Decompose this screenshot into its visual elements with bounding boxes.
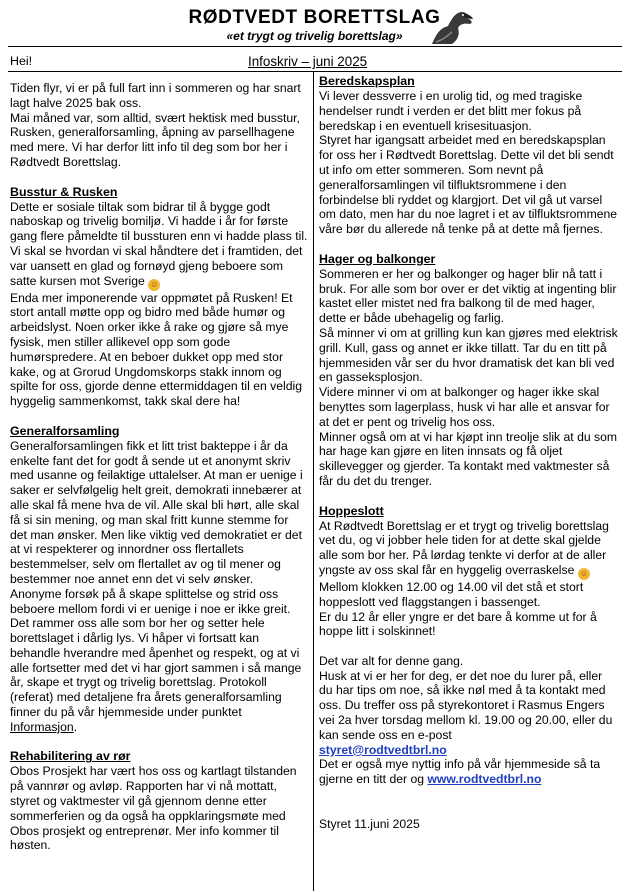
closing-email [319,743,619,758]
hoppeslott-paragraph: Mellom klokken 12.00 og 14.00 vil det stå et stort hoppeslott ved flaggstangen i bassenget. [319,579,584,609]
hoppeslott-paragraph: Er du 12 år eller yngre er det bare å komme ut for å hoppe litt i solskinnet! [319,609,597,639]
signature: Styret 11.juni 2025 [319,816,420,831]
section-heading-rehabilitering: Rehabilitering av rør [10,749,131,764]
hoppeslott-paragraph: At Rødtvedt Borettslag er et trygt og trivelig borettslag vet du, og vi jobber hele tiden for at dette skal gjelde alle som bor her. På lørdag tenkte vi derfor at de aller yngste av oss skal får en hyggelig overraskelse ☺ [319,518,609,578]
greeting: Hei! [10,54,33,68]
closing-paragraph: Husk at vi er her for deg, er det noe du lurer på, eller du har tips om noe, så ikke nøl med å ta kontakt med oss. Du treffer oss på styrekontoret i Rasmus Engers vei 2a hver torsdag mellom kl. 19.00 og 20.00, eller du kan sende oss en e-post [319,668,613,742]
general-paragraph: Anonyme forsøk på å skape splittelse og strid oss beboere mellom fordi vi er uenige i noe er ikke greit. Det rammer oss alle som bor her og setter hele borettslaget i dårlig lys. Vi håper vi fortsatt kan behandle hverandre med åpenhet og respekt, og at vi alle fortsetter med det vi har gjort sammen i så mange år, skape et trygt og trivelig borettslag. Protokoll (referat) med detaljene fra årets generalforsamling finner du på vår hjemmeside under punktet Informasjon. [10,586,302,734]
closing-paragraph: Det var alt for denne gang. [319,653,464,668]
org-name: RØDTVEDT BORETTSLAG [188,7,441,28]
intro-paragraph: Mai måned var, som alltid, svært hektisk med busstur, Rusken, generalforsamling, åpning av parsellhagene med mere. Vi har derfor litt info til deg som bor her i Rødtvedt Borettslag. [10,110,300,169]
rehab-paragraph: Obos Prosjekt har vært hos oss og kartlagt tilstanden på vannrør og avløp. Rapporten har vi nå mottatt, styret og vaktmester vil gå gjennom denne etter sommerferien og da også ha oppklaringsmøte med Obos prosjekt og entreprenør. Mer info kommer til høsten. [10,764,297,853]
website-link[interactable]: www.rodtvedtbrl.no [427,772,542,787]
intro-paragraph: Tiden flyr, vi er på full fart inn i sommeren og har snart lagt halve 2025 bak oss. [10,81,301,110]
left-column [10,81,308,853]
smiley-icon: ☺ [579,568,588,578]
beredskap-paragraph: Vi lever dessverre i en urolig tid, og med tragiske hendelser rundt i verden er det blitt mer fokus på beredskap i en eventuell krisesituasjon. [319,89,583,133]
section-heading-hager: Hager og balkonger [319,251,436,266]
informasjon-link[interactable]: Informasjon [10,719,74,734]
section-heading-generalforsamling: Generalforsamling [10,423,120,438]
general-paragraph: Generalforsamlingen fikk et litt trist bakteppe i år da enkelte fant det for godt å sende ut et anonymt skriv med usanne og feilaktige uttalelser. At man er uenige i saker er selvfølgelig helt greit, demokrati innebærer at alle skal få mene hva de vil. Alle skal bli hørt, alle skal få si sin mening, og man skal fritt kunne stemme for det man ønsker. Men like viktig ved demokratiet er det at vi respekterer og innordner oss flertallets bestemmelser, selv om flertallet av og til mener og bestemmer noe annet enn det vi selv ønsker. [10,438,303,586]
beredskap-paragraph: Styret har igangsatt arbeidet med en beredskapsplan for oss her i Rødtvedt Borettslag. Dette vil det bli sendt ut info om etter sommeren. Som nevnt på generalforsamlingen vil tilfluktsrommene i den forbindelse bli ryddet og klargjort. Det vil gå ut varsel om dato, men har du noe lagret i et av tilfluktsrommene våre bør du allerede nå tenke på at dette må fjernes. [319,133,618,237]
hager-paragraph: Minner også om at vi har kjøpt inn treolje slik at du som har hage kan gjøre en liten innsats og få oljet skillevegger og gjerder. Ta kontakt med vaktmester så får du det du trenger. [319,429,618,488]
section-heading-beredskapsplan: Beredskapsplan [319,74,415,88]
letterhead [0,0,629,52]
title-rule [8,71,622,72]
column-divider [313,71,314,891]
section-heading-busstur: Busstur & Rusken [10,184,118,199]
slogan: «et trygt og trivelig borettslag» [226,29,403,43]
header-rule [8,46,622,47]
page-title: Infoskriv – juni 2025 [248,54,368,69]
busstur-paragraph: Enda mer imponerende var oppmøtet på Rusken! Et stort antall møtte opp og bidro med både humør og arbeidslyst. Noen orker ikke å rake og gjøre så mye fysisk, men stiller allikevel opp som gode humørspredere. At en beboer dukket opp med stor kake, og at Grorud Ungdomskorps stakk innom og spilte for oss, gjorde denne ettermiddagen til en veldig hyggelig sammenkomst, takk skal dere ha! [10,290,303,409]
hager-paragraph: Videre minner vi om at balkonger og hager ikke skal benyttes som lagerplass, husk vi har alle et ansvar for at det er pent og trivelig hos oss. [319,385,610,429]
right-column [319,74,619,831]
hager-paragraph: Sommeren er her og balkonger og hager blir nå tatt i bruk. For alle som bor over er det viktig at ingenting blir kastet eller mistet ned fra balkong til de med hager, dette er både ubehagelig og farlig. [319,266,617,326]
smiley-icon: ☺ [150,279,159,289]
section-heading-hoppeslott: Hoppeslott [319,503,384,518]
closing-paragraph: Det er også mye nyttig info på vår hjemmeside så ta gjerne en titt der og www.rodtvedtbrl.no [319,757,601,787]
email-link[interactable]: styret@rodtvedtbrl.no [319,742,447,757]
pelican-logo-icon [426,6,474,48]
hager-paragraph: Så minner vi om at grilling kun kan gjøres med elektrisk grill. Kull, gass og annet er ikke tillatt. Tar du en titt på hjemmesiden vår ser du hvor dramatisk det kan bli ved en gasseksplosjon. [319,325,618,385]
busstur-paragraph: Dette er sosiale tiltak som bidrar til å bygge godt naboskap og trivelig bomiljø. Vi hadde i år for første gang flere påmeldte til bussturen enn vi hadde plass til. Vi skal se hvordan vi skal håndtere det i framtiden, det var uansett en glad og fornøyd gjeng beboere som satte kursen mot Sverige ☺ [10,199,308,289]
